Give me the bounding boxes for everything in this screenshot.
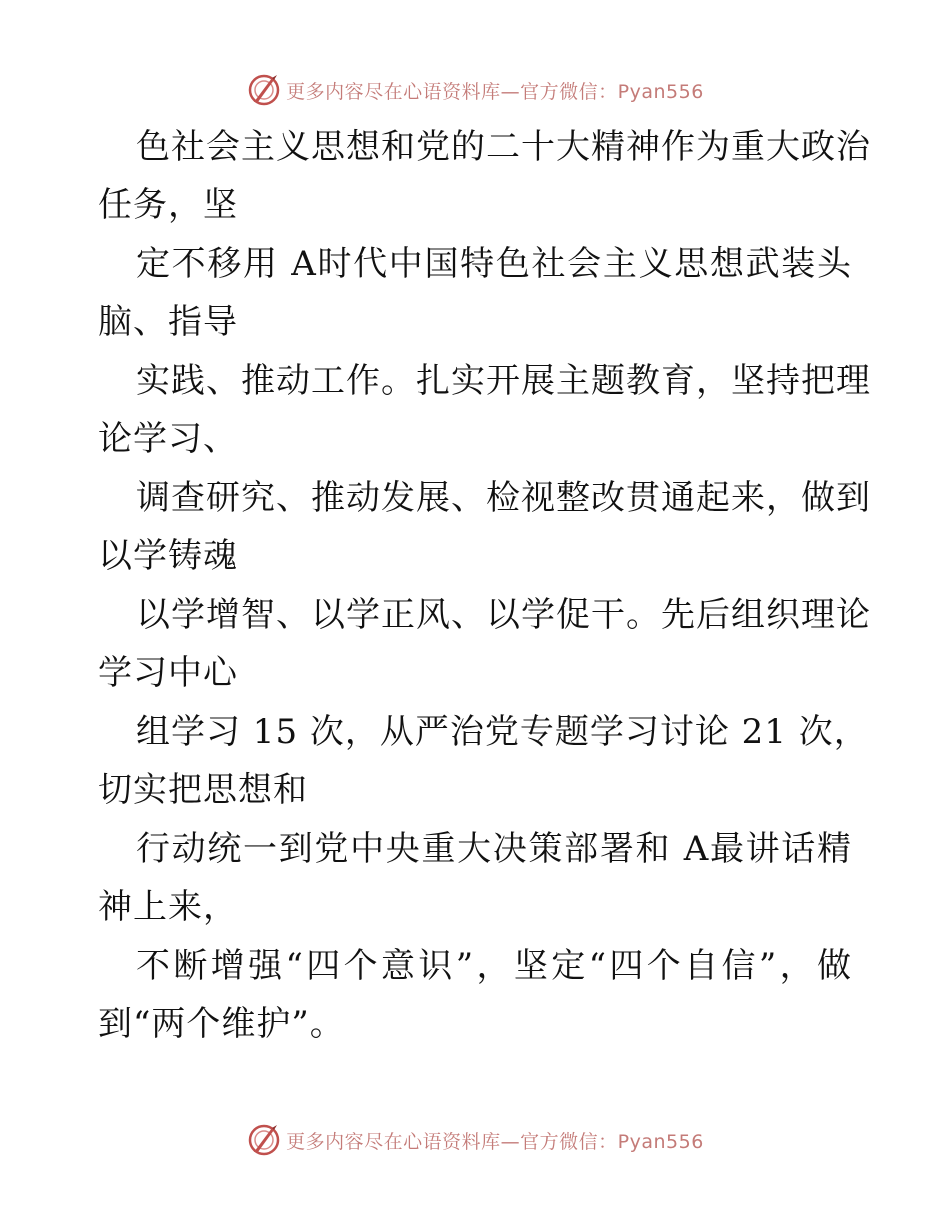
paragraph-line: 组学习 15 次，从严治党专题学习讨论 21 次， — [136, 712, 869, 752]
paragraph-line: 色社会主义思想和党的二十大精神作为重大政治 — [136, 127, 871, 167]
paragraph-line: 切实把思想和 — [98, 770, 308, 810]
paragraph-line: 任务，坚 — [98, 185, 238, 225]
paragraph-3 — [0, 352, 950, 469]
paragraph-4 — [0, 469, 950, 586]
paragraph-line: 实践、推动工作。扎实开展主题教育，坚持把理 — [136, 361, 871, 401]
quill-logo-icon — [246, 1122, 282, 1158]
paragraph-line: 学习中心 — [98, 653, 238, 693]
paragraph-line: 以学增智、以学正风、以学促干。先后组织理论 — [136, 595, 871, 635]
paragraph-2 — [0, 235, 950, 352]
paragraph-line: 到“两个维护”。 — [98, 1004, 345, 1044]
paragraph-1 — [0, 118, 950, 235]
paragraph-6 — [0, 703, 950, 820]
footer-watermark-text: 更多内容尽在心语资料库—官方微信：Pyan556 — [286, 1130, 704, 1153]
paragraph-line: 定不移用 A时代中国特色社会主义思想武装头 — [136, 244, 852, 284]
footer-watermark-banner — [0, 1118, 950, 1162]
paragraph-line: 行动统一到党中央重大决策部署和 A最讲话精 — [136, 829, 852, 869]
paragraph-line: 脑、指导 — [98, 302, 238, 342]
paragraph-7 — [0, 820, 950, 937]
header-watermark-banner — [0, 68, 950, 112]
header-watermark-text: 更多内容尽在心语资料库—官方微信：Pyan556 — [286, 80, 704, 103]
paragraph-line: 以学铸魂 — [98, 536, 238, 576]
paragraph-line: 神上来， — [98, 887, 238, 927]
quill-logo-icon — [246, 72, 282, 108]
paragraph-line: 不断增强“四个意识”，坚定“四个自信”，做 — [136, 946, 852, 986]
paragraph-line: 调查研究、推动发展、检视整改贯通起来，做到 — [136, 478, 871, 518]
paragraph-line: 论学习、 — [98, 419, 238, 459]
paragraph-5 — [0, 586, 950, 703]
paragraph-8 — [0, 937, 950, 1054]
document-body — [0, 118, 950, 1054]
